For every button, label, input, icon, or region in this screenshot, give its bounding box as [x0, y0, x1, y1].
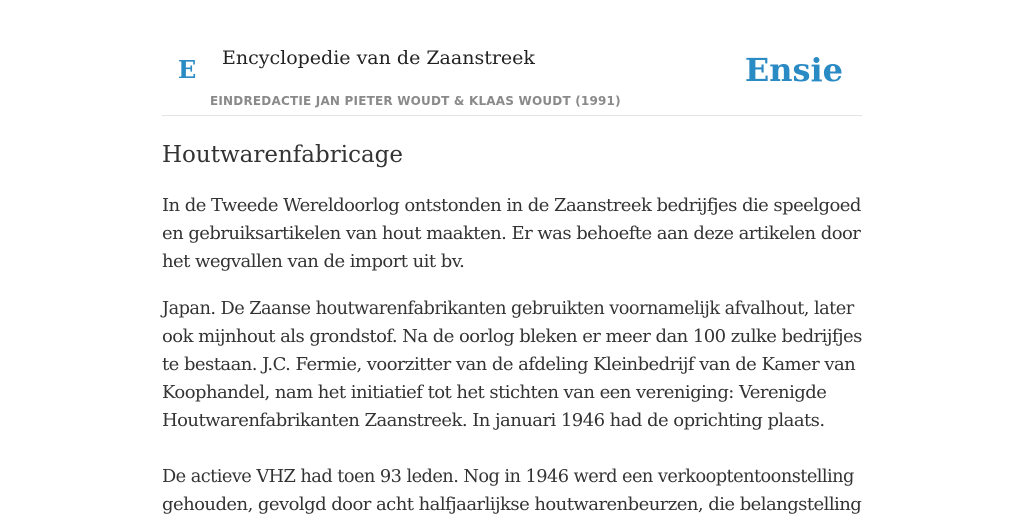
paragraph-line: In de Tweede Wereldoorlog ontstonden in de Zaanstreek bedrijfjes die speelgoed	[162, 195, 861, 216]
article-title: Houtwarenfabricage	[162, 142, 404, 168]
page	[162, 0, 862, 515]
logo-mark[interactable]: E	[178, 55, 197, 84]
brand-logo[interactable]: Ensie	[744, 51, 843, 89]
paragraph-line: Houtwarenfabrikanten Zaanstreek. In januari 1946 had de oprichting plaats.	[162, 410, 825, 431]
paragraph-line: het wegvallen van de import uit bv.	[162, 251, 465, 272]
article-paragraph	[162, 295, 862, 435]
article-paragraph	[162, 463, 862, 519]
paragraph-line: en gebruiksartikelen van hout maakten. Er was behoefte aan deze artikelen door	[162, 223, 861, 244]
site-header	[162, 0, 862, 116]
article-paragraph	[162, 192, 862, 276]
site-title[interactable]: Encyclopedie van de Zaanstreek	[222, 47, 535, 69]
paragraph-line: te bestaan. J.C. Fermie, voorzitter van de afdeling Kleinbedrijf van de Kamer van	[162, 354, 856, 375]
paragraph-line: ook mijnhout als grondstof. Na de oorlog bleken er meer dan 100 zulke bedrijfjes	[162, 326, 862, 347]
paragraph-line: De actieve VHZ had toen 93 leden. Nog in 1946 werd een verkooptentoonstelling	[162, 467, 854, 487]
paragraph-line: Koophandel, nam het initiatief tot het stichten van een vereniging: Verenigde	[162, 382, 827, 403]
site-subtitle: EINDREDACTIE JAN PIETER WOUDT & KLAAS WOUDT (1991)	[210, 94, 621, 108]
paragraph-line: gehouden, gevolgd door acht halfjaarlijkse houtwarenbeurzen, die belangstelling	[162, 494, 862, 515]
paragraph-line: Japan. De Zaanse houtwarenfabrikanten gebruikten voornamelijk afvalhout, later	[162, 299, 854, 319]
